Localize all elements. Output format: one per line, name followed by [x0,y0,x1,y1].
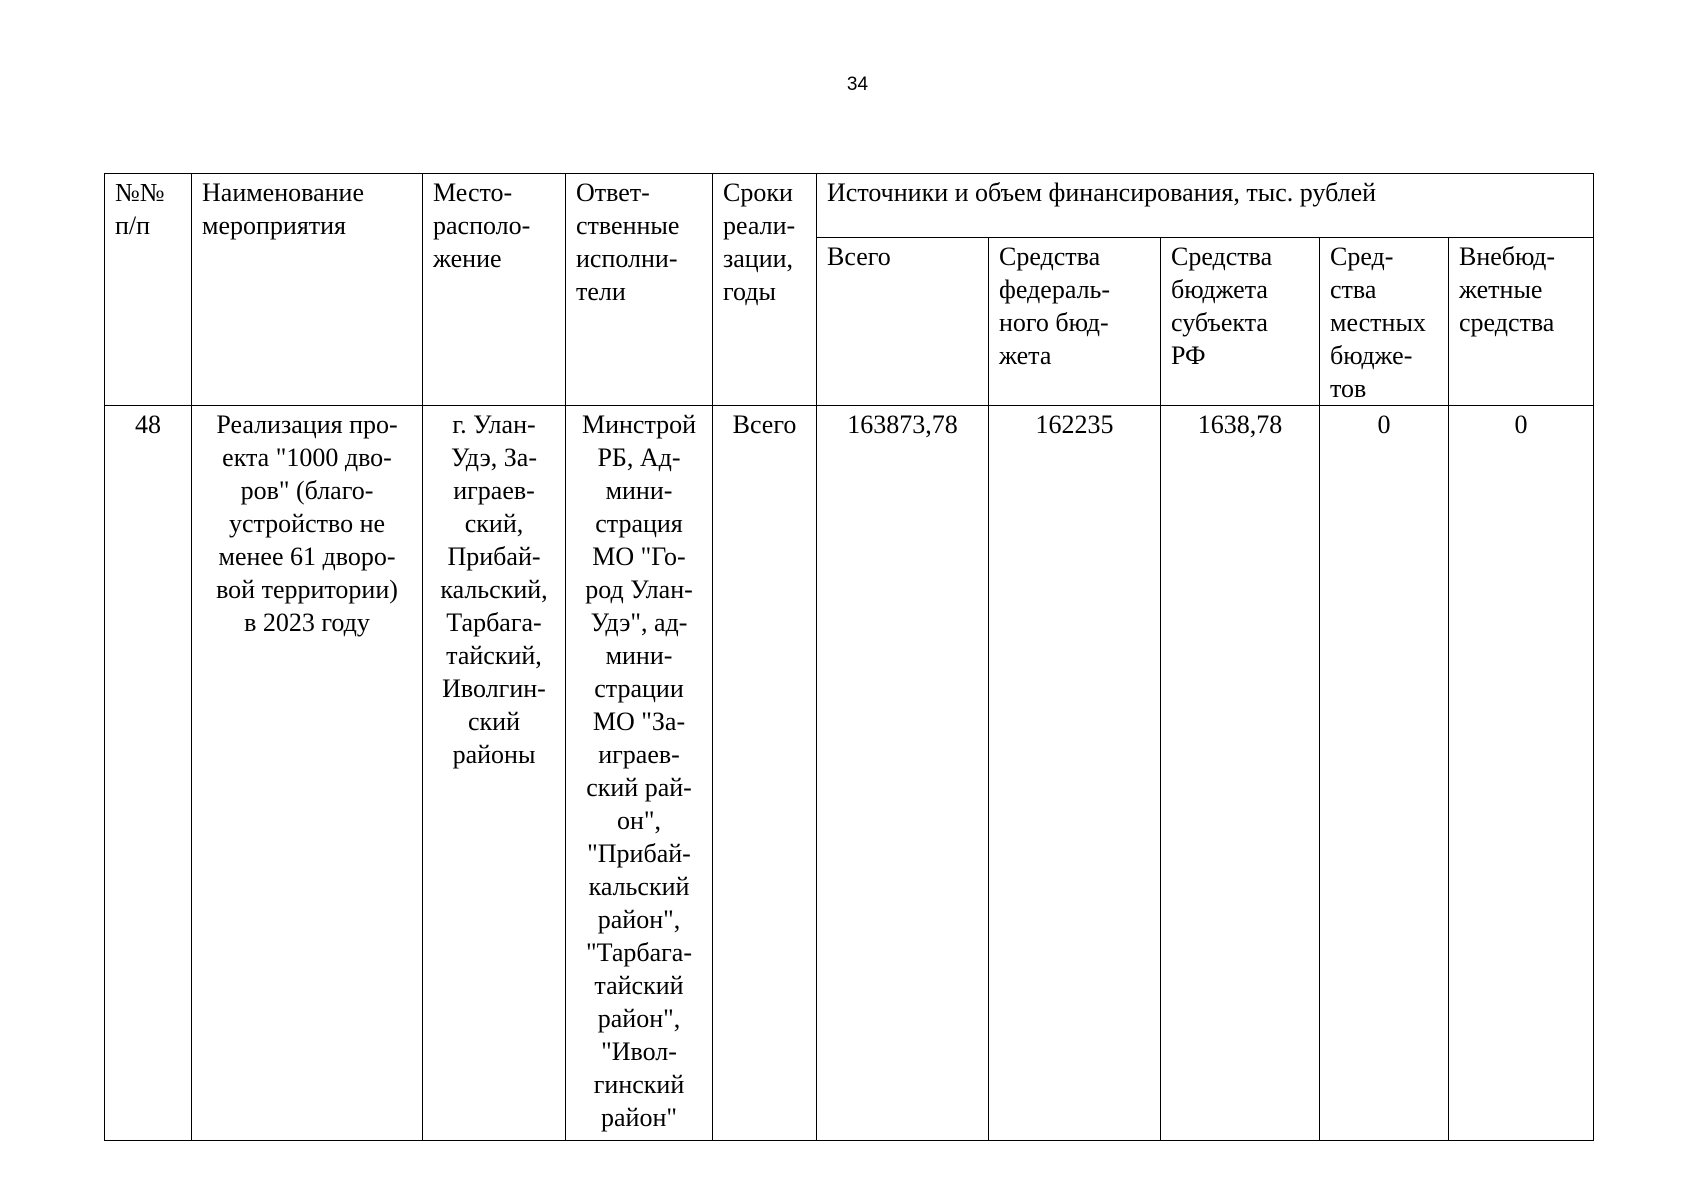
header-local: Сред- ства местных бюдже- тов [1320,238,1449,406]
page-number: 34 [846,74,869,95]
cell-terms: Всего [713,406,817,1141]
cell-name: Реализация про- екта "1000 дво- ров" (благо- устройство не менее 61 дворо- вой территории) в 2023 году [192,406,423,1141]
cell-total: 163873,78 [817,406,989,1141]
header-name: Наименование мероприятия [192,174,423,406]
cell-subject: 1638,78 [1161,406,1320,1141]
header-total: Всего [817,238,989,406]
header-terms: Сроки реали- зации, годы [713,174,817,406]
cell-federal: 162235 [989,406,1161,1141]
table-row [105,406,1594,1141]
header-row [105,174,1594,238]
header-offbudget: Внебюд- жетные средства [1449,238,1594,406]
header-financing-group: Источники и объем финансирования, тыс. рублей [817,174,1594,238]
header-federal: Средства федераль- ного бюд- жета [989,238,1161,406]
financing-table [104,173,1594,1141]
cell-responsible: Минстрой РБ, Ад- мини- страция МО "Го- род Улан- Удэ", ад- мини- страции МО "За- играев- ский рай- он", "Прибай- кальский район", "Тарбага- тайский район", "Ивол- гинский район" [566,406,713,1141]
cell-location: г. Улан- Удэ, За- играев- ский, Прибай- кальский, Тарбага- тайский, Иволгин- ский районы [423,406,566,1141]
header-subject: Средства бюджета субъекта РФ [1161,238,1320,406]
header-no: №№ п/п [105,174,192,406]
cell-local: 0 [1320,406,1449,1141]
cell-no: 48 [105,406,192,1141]
header-location: Место- располо- жение [423,174,566,406]
header-responsible: Ответ- ственные исполни- тели [566,174,713,406]
cell-offbudget: 0 [1449,406,1594,1141]
